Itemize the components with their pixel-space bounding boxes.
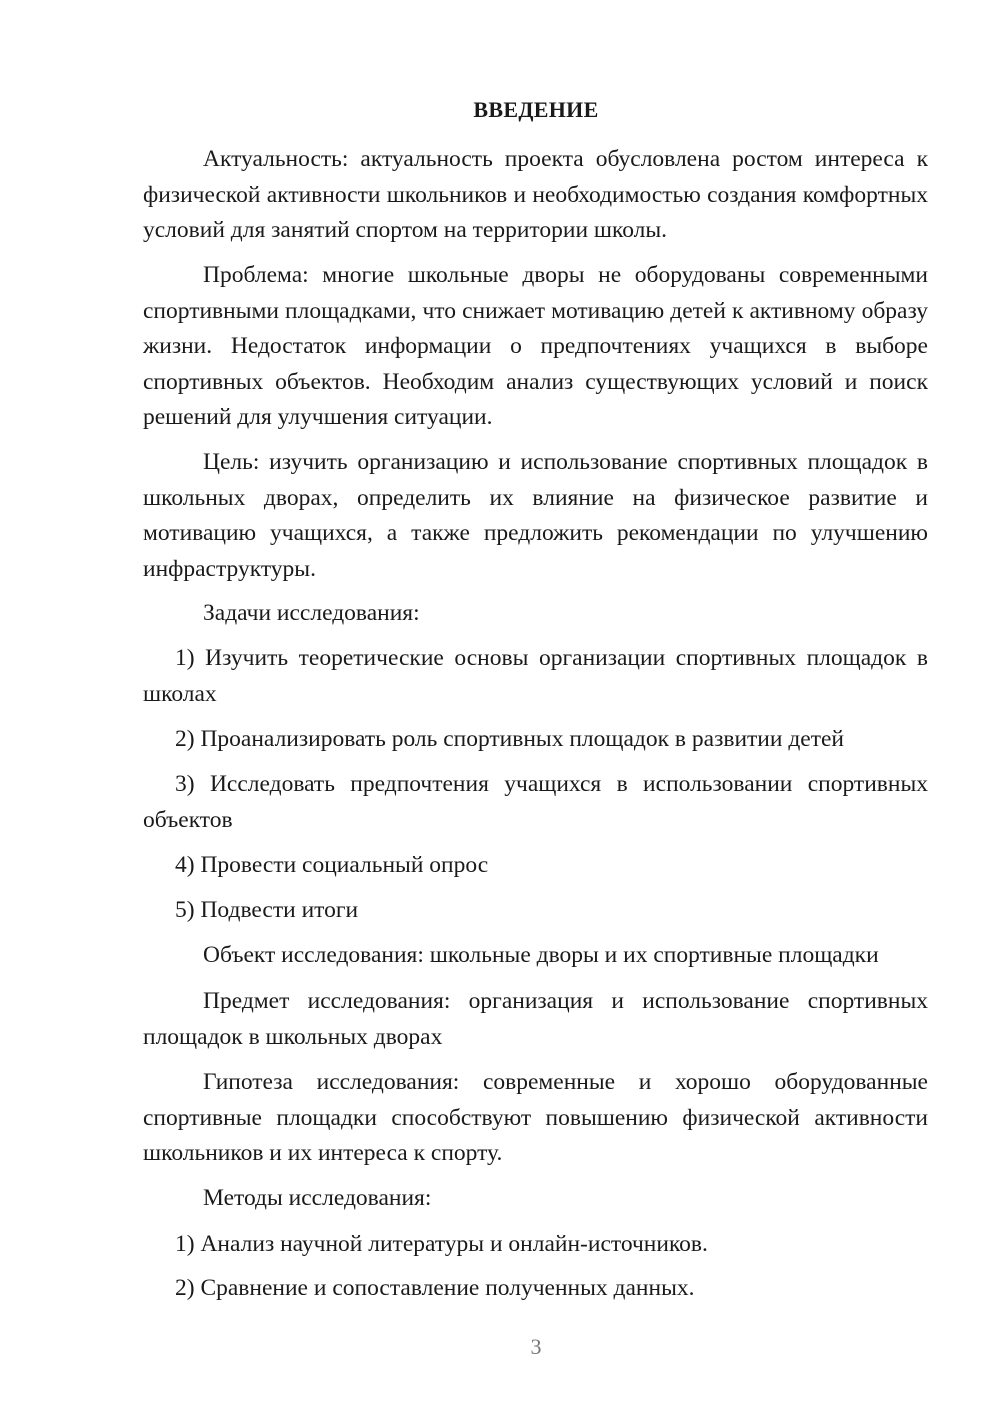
task-item: 2) Проанализировать роль спортивных площадок в развитии детей [175, 726, 844, 752]
task-item: 5) Подвести итоги [175, 897, 359, 923]
problem-paragraph: Проблема: многие школьные дворы не оборудованы современными спортивными площадками, что снижает мотивацию детей к активному образу жизни. Недостаток информации о предпочтениях учащихся в выборе спортивных объектов. Необходим анализ существующих условий и поиск решений для улучшения ситуации. [143, 262, 928, 430]
subject-paragraph: Предмет исследования: организация и использование спортивных площадок в школьных дворах [143, 988, 928, 1050]
page-title: ВВЕДЕНИЕ [473, 97, 599, 122]
hypothesis-paragraph: Гипотеза исследования: современные и хорошо оборудованные спортивные площадки способствуют повышению физической активности школьников и их интереса к спорту. [143, 1069, 928, 1166]
object-paragraph: Объект исследования: школьные дворы и их спортивные площадки [203, 942, 879, 968]
task-item: 4) Провести социальный опрос [175, 852, 489, 878]
task-item: 1) Изучить теоретические основы организации спортивных площадок в школах [143, 645, 928, 707]
tasks-heading: Задачи исследования: [203, 600, 420, 626]
relevance-paragraph: Актуальность: актуальность проекта обусловлена ростом интереса к физической активности школьников и необходимостью создания комфортных условий для занятий спортом на территории школы. [143, 146, 928, 243]
method-item: 2) Сравнение и сопоставление полученных данных. [175, 1275, 695, 1301]
goal-paragraph: Цель: изучить организацию и использование спортивных площадок в школьных дворах, определить их влияние на физическое развитие и мотивацию учащихся, а также предложить рекомендации по улучшению инфраструктуры. [143, 449, 928, 582]
method-item: 1) Анализ научной литературы и онлайн-источников. [175, 1231, 708, 1257]
page-number: 3 [530, 1334, 542, 1359]
methods-heading: Методы исследования: [203, 1185, 432, 1211]
task-item: 3) Исследовать предпочтения учащихся в использовании спортивных объектов [143, 771, 928, 833]
